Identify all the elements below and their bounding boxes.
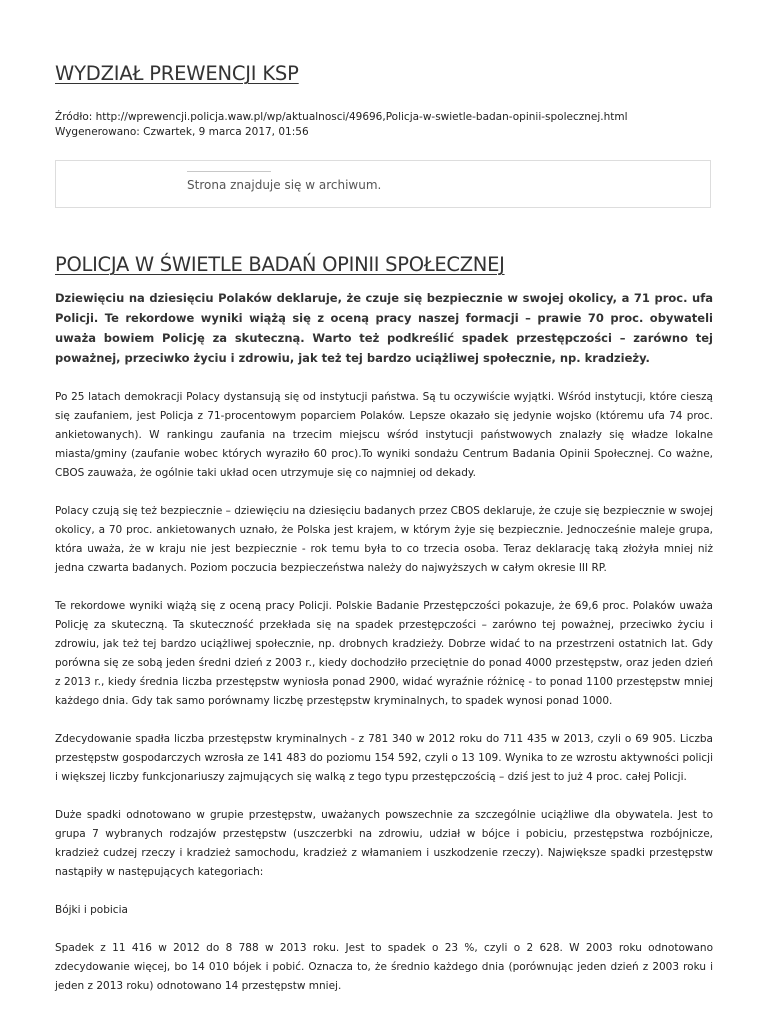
article-body: [55, 288, 713, 1015]
document-meta: [55, 110, 628, 140]
article-paragraph: Zdecydowanie spadła liczba przestępstw kryminalnych - z 781 340 w 2012 roku do 711 435 w 2013, czyli o 69 905. Liczba przestępstw gospodarczych wzrosła ze 141 483 do poziomu 154 592, czyli o 13 109. Wynika to ze wzrostu aktywności policji i większej liczby funkcjonariuszy zajmujących się walką z tego typu przestępczością – dziś jest to już 4 proc. całej Policji.: [55, 733, 713, 783]
generated-date-line: Wygenerowano: Czwartek, 9 marca 2017, 01:56: [55, 126, 309, 138]
article-paragraph: Duże spadki odnotowano w grupie przestępstw, uważanych powszechnie za szczególnie uciążliwe dla obywatela. Jest to grupa 7 wybranych rodzajów przestępstw (uszczerbki na zdrowiu, udział w bójce i pobiciu, przestępstwa rozbójnicze, kradzież cudzej rzeczy i kradzież samochodu, kradzież z włamaniem i uszkodzenie rzeczy). Największe spadki przestępstw nastąpiły w następujących kategoriach:: [55, 809, 713, 878]
archive-divider: [187, 171, 271, 172]
article-paragraph: Po 25 latach demokracji Polacy dystansują się od instytucji państwa. Są tu oczywiście wyjątki. Wśród instytucji, które cieszą się zaufaniem, jest Policja z 71-procentowym poparciem Polaków. Lepsze okazało się jedynie wojsko (któremu ufa 74 proc. ankietowanych). W rankingu zaufania na trzecim miejscu wśród instytucji państwowych znalazły się władze lokalne miasta/gminy (zaufanie wobec których wyraziło 60 proc).To wyniki sondażu Centrum Badania Opinii Społecznej. Co ważne, CBOS zauważa, że ogólnie taki układ ocen utrzymuje się co najmniej od dekady.: [55, 391, 713, 479]
archive-notice: [55, 160, 711, 208]
article-title: POLICJA W ŚWIETLE BADAŃ OPINII SPOŁECZNEJ: [55, 253, 505, 276]
article-paragraph: Spadek z 11 416 w 2012 do 8 788 w 2013 roku. Jest to spadek o 23 %, czyli o 2 628. W 2003 roku odnotowano zdecydowanie więcej, bo 14 010 bójek i pobić. Oznacza to, że średnio każdego dnia (porównując jeden dzień z 2003 roku i jeden z 2013 roku) odnotowano 14 przestępstw mniej.: [55, 942, 713, 992]
archive-notice-text: Strona znajduje się w archiwum.: [187, 178, 382, 192]
article-lead: Dziewięciu na dziesięciu Polaków deklaruje, że czuje się bezpiecznie w swojej okolicy, a 71 proc. ufa Policji. Te rekordowe wyniki wiążą się z oceną pracy naszej formacji – prawie 70 proc. obywateli uważa bowiem Policję za skuteczną. Warto też podkreślić spadek przestępczości – zarówno tej poważnej, przeciwko życiu i zdrowiu, jak też tej bardzo uciążliwej społecznie, np. kradzieży.: [55, 291, 713, 365]
site-title: WYDZIAŁ PREWENCJI KSP: [55, 62, 299, 85]
source-url-line: Źródło: http://wprewencji.policja.waw.pl/wp/aktualnosci/49696,Policja-w-swietle-badan-opinii-spolecznej.html: [55, 111, 628, 123]
article-subheading: Bójki i pobicia: [55, 904, 128, 916]
article-paragraph: Polacy czują się też bezpiecznie – dziewięciu na dziesięciu badanych przez CBOS deklaruje, że czuje się bezpiecznie w swojej okolicy, a 70 proc. ankietowanych uznało, że Polska jest krajem, w którym żyje się bezpiecznie. Jednocześnie maleje grupa, która uważa, że w kraju nie jest bezpiecznie - rok temu była to co trzecia osoba. Teraz deklarację taką złożyła mniej niż jedna czwarta badanych. Poziom poczucia bezpieczeństwa należy do najwyższych w całym okresie III RP.: [55, 505, 713, 574]
article-paragraph: Te rekordowe wyniki wiążą się z oceną pracy Policji. Polskie Badanie Przestępczości pokazuje, że 69,6 proc. Polaków uważa Policję za skuteczną. Ta skuteczność przekłada się na spadek przestępczości – zarówno tej poważnej, przeciwko życiu i zdrowiu, jak też tej bardzo uciążliwej społecznie, np. drobnych kradzieży. Dobrze widać to na przestrzeni ostatnich lat. Gdy porówna się ze sobą jeden średni dzień z 2003 r., kiedy dochodziło przeciętnie do ponad 4000 przestępstw, oraz jeden dzień z 2013 r., kiedy średnia liczba przestępstw wyniosła ponad 2900, widać wyraźnie różnicę - to ponad 1100 przestępstw mniej każdego dnia. Gdy tak samo porównamy liczbę przestępstw kryminalnych, to spadek wynosi ponad 1000.: [55, 600, 713, 707]
